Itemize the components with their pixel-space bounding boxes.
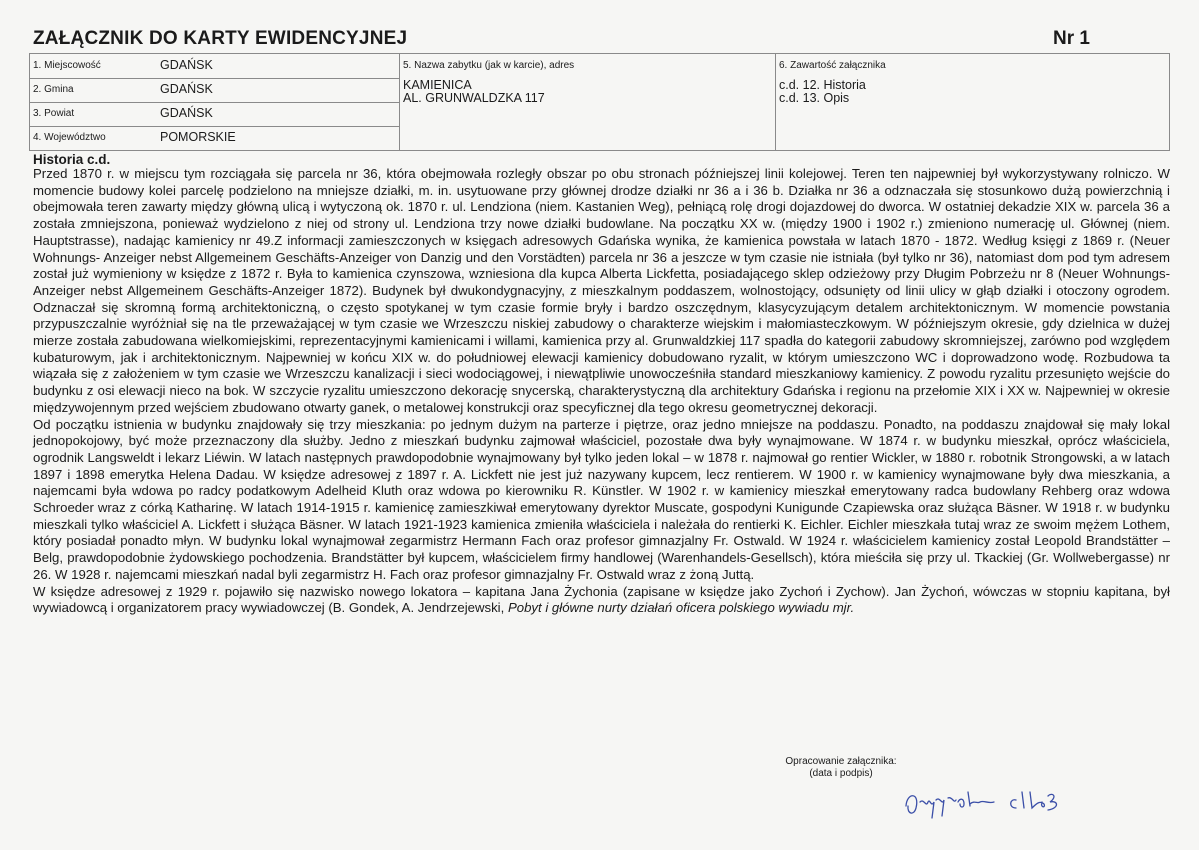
field-value: GDAŃSK <box>160 106 213 120</box>
history-text <box>33 166 1170 617</box>
location-column <box>30 54 400 150</box>
paragraph-last <box>33 584 1170 617</box>
field-value: POMORSKIE <box>160 130 236 144</box>
monument-label: 5. Nazwa zabytku (jak w karcie), adres <box>403 60 575 71</box>
monument-column <box>399 54 776 150</box>
monument-value <box>403 79 545 105</box>
book-title: Pobyt i główne nurty działań oficera polskiego wywiadu mjr. <box>507 600 855 616</box>
date-signature-label: (data i podpis) <box>809 768 873 779</box>
monument-address: AL. GRUNWALDZKA 117 <box>403 91 545 105</box>
document-header-title: ZAŁĄCZNIK DO KARTY EWIDENCYJNEJ <box>33 28 408 49</box>
paragraph-text: W księdze adresowej z 1929 r. pojawiło się nazwisko nowego lokatora – kapitana Jana Żychonia (zapisane w księdze jako Zychoń i Zychow). Jan Żychoń, wówczas w stopniu kapitana, był wywiadowcą i organizatorem pracy wywiadowczej (B. Gondek, A. Jendrzejewski, <box>33 583 1170 616</box>
paragraph: Od początku istnienia w budynku znajdowały się trzy mieszkania: po jednym dużym na parterze i piętrze, oraz jedno mniejsze na poddaszu. Ponadto, na poddaszu znajdował się mały lokal jednopokojowy, być może przeznaczony dla służby. Jedno z mieszkań budynku zajmował właściciel, pozostałe dwa były wynajmowane. W 1874 r. w budynku mieszkał, oprócz właściciela, ogrodnik Langsweldt i lekarz Liéwin. W latach następnych prawdopodobnie wynajmowany był tylko jeden lokal – w 1878 r. najmował go rentier Wickler, w 1880 r. robotnik Strongowski, a w latach 1897 i 1898 emerytka Helena Dadau. W księdze adresowej z 1897 r. A. Lickfett nie jest już nazywany kupcem, lecz rentierem. W 1900 r. w kamienicy wynajmowane były dwa mieszkania, a najemcami była wdowa po radcy podatkowym Adelheid Kluth oraz wdowa po kierowniku R. Künstler. W 1902 r. w kamienicy mieszkał emerytowany radca budowlany Rehberg oraz wdowa Schroeder wraz z córką Katharinę. W latach 1914-1915 r. kamienicę zamieszkiwał emerytowany dyrektor Muscate, gospodyni Kunigunde Czapiewska oraz służąca Bäsner. W 1918 r. w budynku mieszkali tylko właściciel A. Lickfett i służąca Bäsner. W latach 1921-1923 kamienica zmieniła właściciela i należała do rentierki K. Eichler. Eichler mieszkała tutaj wraz ze swoim mężem Lothem, który posiadał ponadto młyn. W budynku lokal wynajmował zegarmistrz Hermann Fach oraz profesor gimnazjalny Fr. Ostwald. W 1924 r. właścicielem kamienicy został Leopold Brandstätter – Belg, prawdopodobnie żydowskiego pochodzenia. Brandstätter był kupcem, właścicielem firmy handlowej (Warenhandels-Gesellsch), która mieściła się przy ul. Tkackiej (Gr. Wollwebergasse) nr 26. W 1928 r. najemcami mieszkań nadal byli zegarmistrz H. Fach oraz profesor gimnazjalny Fr. Ostwald wraz z żoną Juttą. <box>33 416 1170 582</box>
document-number: Nr 1 <box>1053 28 1090 49</box>
row-miejscowosc <box>30 54 399 79</box>
field-label: 3. Powiat <box>33 108 75 119</box>
contents-label: 6. Zawartość załącznika <box>779 60 886 71</box>
contents-column <box>775 54 1169 150</box>
header-grid <box>29 53 1170 151</box>
section-title: Historia c.d. <box>33 152 111 167</box>
field-value: GDAŃSK <box>160 82 213 96</box>
field-value: GDAŃSK <box>160 58 213 72</box>
paragraph: Przed 1870 r. w miejscu tym rozciągała się parcela nr 36, która obejmowała rozległy obszar po obu stronach późniejszej linii kolejowej. Teren ten najpewniej był wykorzystywany rolniczo. W momencie budowy kolei parcelę podzielono na mniejsze działki, m. in. usytuowane przy głównej drodze działki nr 36 a i 36 b. Działka nr 36 a odznaczała się stosunkowo dużą powierzchnią i obejmowała teren zawarty między główną ulicą i wytyczoną ok. 1870 r. ul. Lendziona (niem. Kastanien Weg), pełniącą rolę drogi dojazdowej do dworca. W ostatniej dekadzie XIX w. parcela 36 a została zmniejszona, ponieważ wydzielono z niej od strony ul. Lendziona trzy nowe działki budowlane. Na początku XX w. (między 1900 i 1902 r.) zmieniono numerację ul. Głównej (niem. Hauptstrasse), nadając kamienicy nr 49.Z informacji zamieszczonych w księgach adresowych Gdańska wynika, że kamienica powstała w latach 1870 - 1872. Według księgi z 1869 r. (Neuer Wohnungs- Anzeiger nebst Allgemeinem Geschäfts-Anzeiger von Danzig und den Vorstädten) parcela nr 36 a jeszcze w tym czasie nie istniała (był tylko nr 36), natomiast dom pod tym adresem został już wymieniony w księdze z 1872 r. Była to kamienica czynszowa, wzniesiona dla kupca Alberta Lickfetta, posiadającego sklep odzieżowy przy Długim Pobrzeżu nr 8 (Neuer Wohnungs- Anzeiger nebst Allgemeinem Geschäfts-Anzeiger 1872). Budynek był dwukondygnacyjny, z mieszkalnym poddaszem, wolnostojący, odsunięty od linii ulicy w głąb działki i otoczony ogrodem. Odznaczał się skromną formą architektoniczną, o często spotykanej w tym czasie formie bryły i bardzo oszczędnym, klasycyzującym detalem architektonicznym. W momencie powstania przypuszczalnie wyróżniał się na tle przeważającej w tym czasie we Wrzeszczu niskiej zabudowy o charakterze wiejskim i małomiasteczkowym. W późniejszym okresie, gdy dzielnica w dużej mierze została zabudowana wielkomiejskimi, reprezentacyjnymi kamienicami i willami, kamienica przy al. Grunwaldzkiej 117 spadła do kategorii zabudowy skromniejszej, zarówno pod względem kubaturowym, jak i architektonicznym. Najpewniej w końcu XIX w. do południowej elewacji kamienicy dobudowano ryzalit, w którym umieszczono WC i doprowadzono wodę. Rozbudowa ta wiązała się z założeniem w tym czasie we Wrzeszczu kanalizacji i sieci wodociągowej, i niewątpliwie unowocześniła standard mieszkaniowy kamienicy. Z powodu ryzalitu przesunięto wejście do budynku z osi elewacji nieco na bok. W szczycie ryzalitu umieszczono dekorację snycerską, charakterystyczną dla architektury Gdańska i regionu na przełomie XIX i XX w. Najpewniej w okresie międzywojennym przed wejściem zbudowano otwarty ganek, o metalowej konstrukcji oraz specyficznej dla tego okresu geometrycznej dekoracji. <box>33 166 1170 415</box>
monument-name: KAMIENICA <box>403 78 472 92</box>
field-label: 1. Miejscowość <box>33 60 101 71</box>
field-label: 4. Województwo <box>33 132 106 143</box>
prepared-by-label: Opracowanie załącznika: <box>785 756 897 767</box>
contents-line: c.d. 13. Opis <box>779 91 850 105</box>
row-gmina <box>30 78 399 103</box>
row-powiat <box>30 102 399 127</box>
contents-line: c.d. 12. Historia <box>779 78 866 92</box>
handwritten-signature <box>898 778 1098 828</box>
row-wojewodztwo <box>30 126 399 151</box>
prepared-by <box>771 756 911 780</box>
field-label: 2. Gmina <box>33 84 74 95</box>
contents-value <box>779 79 866 105</box>
